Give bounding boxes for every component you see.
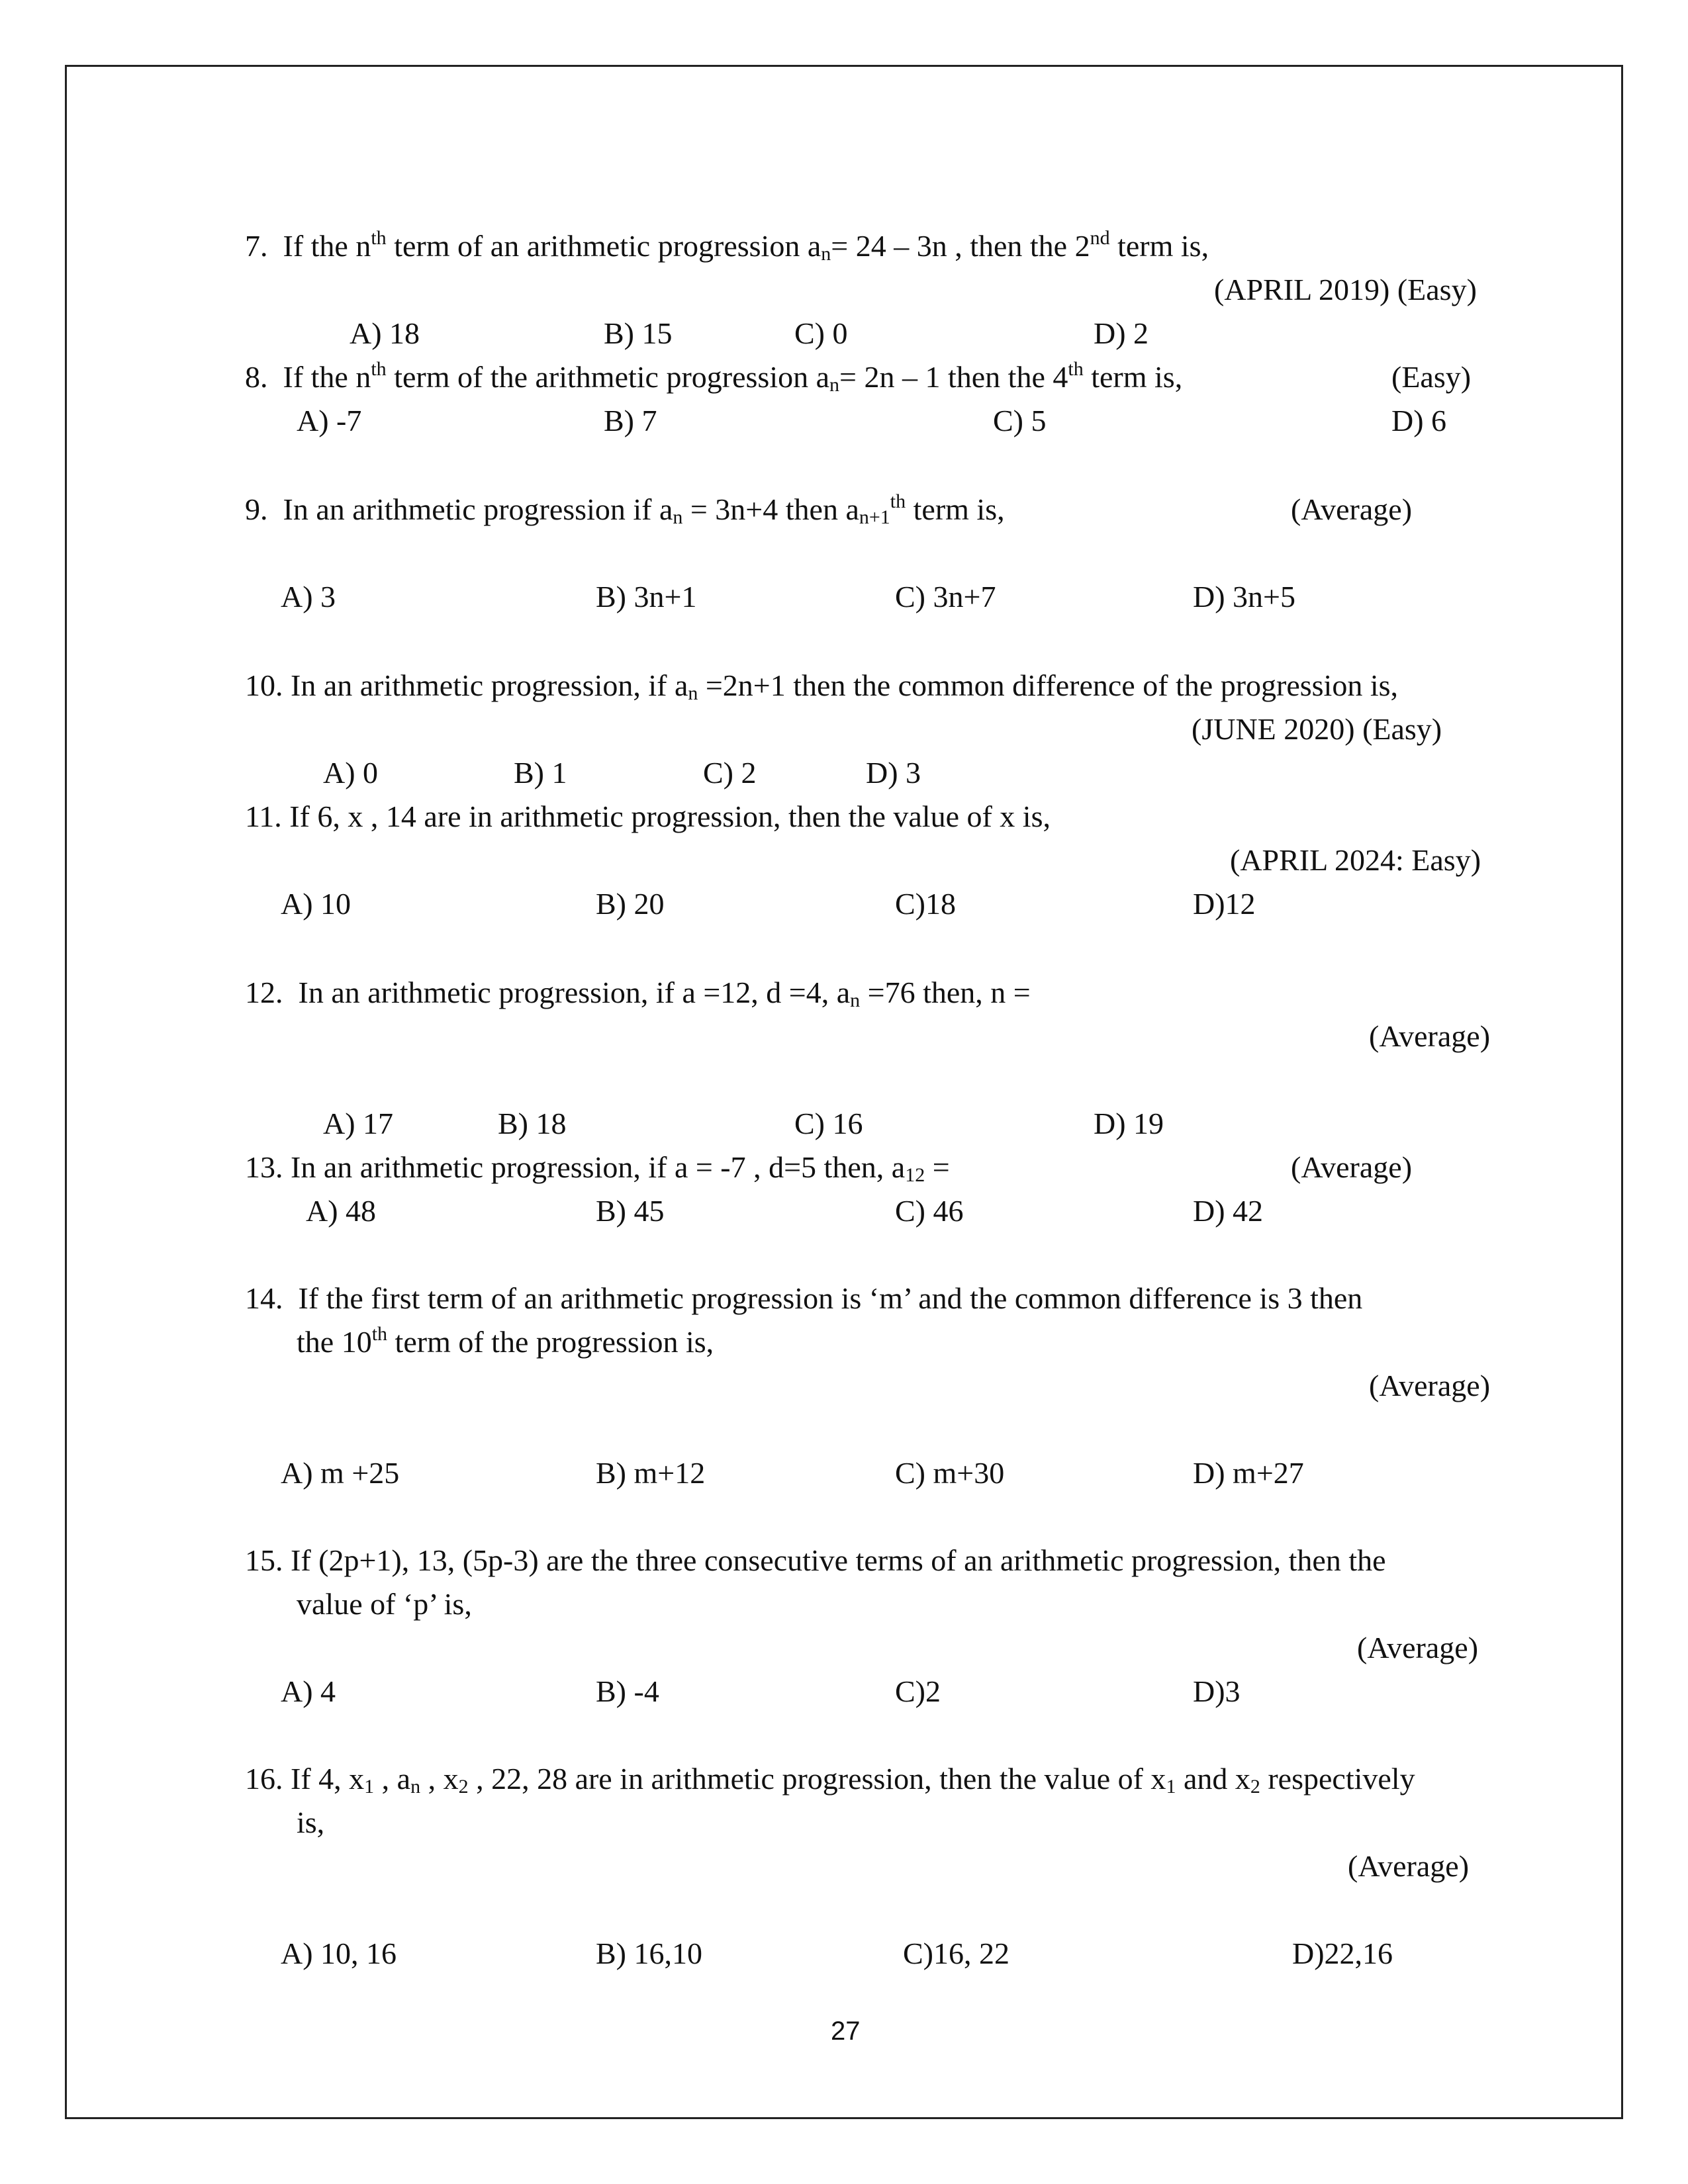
question-13-option-a: A) 48 <box>306 1194 377 1228</box>
question-16-stem: 16. If 4, $x_1$ , $a_n$ , $x_2$ , 22, 28 are in arithmetic progression, then the value of $x_1$ and $x_2$ respectively <box>245 1762 1415 1797</box>
question-14-option-d: D) m+27 <box>1193 1456 1304 1490</box>
question-12-tag: (Average) <box>1369 1019 1491 1053</box>
question-9-option-d: D) 3n+5 <box>1193 580 1295 614</box>
question-number: 10. <box>245 668 283 702</box>
question-15-stem: 15. If (2p+1), 13, (5p-3) are the three consecutive terms of an arithmetic progression, then the <box>245 1543 1386 1577</box>
question-8-tag: (Easy) <box>1391 360 1472 394</box>
question-12-stem: 12. In an arithmetic progression, if a =12, d =4, $a_n =76$ then, n = <box>245 976 1031 1011</box>
question-14-tag: (Average) <box>1369 1369 1491 1402</box>
question-16-option-d: D)22,16 <box>1292 1936 1393 1970</box>
question-14-option-c: C) m+30 <box>895 1456 1005 1490</box>
question-7-stem: 7. If the $n^{th}$ term of an arithmetic progression $a_n= 24 - 3n$ , then the 2nd term is, <box>245 227 1209 265</box>
question-9-tag: (Average) <box>1291 492 1413 526</box>
question-10-option-d: D) 3 <box>866 756 921 790</box>
question-13-option-d: D) 42 <box>1193 1194 1264 1228</box>
question-7-option-b: B) 15 <box>604 316 673 350</box>
question-15-stem-line2: value of ‘p’ is, <box>297 1587 472 1621</box>
question-11-option-a: A) 10 <box>281 887 352 921</box>
question-11-tag: (APRIL 2024: Easy) <box>1230 843 1481 877</box>
question-7-tag: (APRIL 2019) (Easy) <box>1214 273 1477 306</box>
question-number: 8. <box>245 360 268 394</box>
question-16-tag: (Average) <box>1348 1849 1470 1883</box>
question-16-option-a: A) 10, 16 <box>281 1936 397 1970</box>
question-11-option-d: D)12 <box>1193 887 1256 921</box>
question-8-stem: 8. If the $n^{th}$ term of the arithmetic progression $a_n= 2n - 1$ then the 4th term is, <box>245 358 1183 396</box>
question-10-option-a: A) 0 <box>323 756 379 790</box>
question-number: 9. <box>245 492 268 526</box>
question-number: 7. <box>245 229 268 263</box>
question-12-option-c: C) 16 <box>794 1107 863 1140</box>
question-7-option-a: A) 18 <box>350 316 420 350</box>
question-9-option-c: C) 3n+7 <box>895 580 996 614</box>
question-13-option-b: B) 45 <box>596 1194 665 1228</box>
question-9-stem: 9. In an arithmetic progression if $a_n = 3n+4$ then $a_{n+1}^{th}$ term is, <box>245 490 1005 528</box>
question-14-option-a: A) m +25 <box>281 1456 400 1490</box>
question-8-option-a: A) -7 <box>297 404 362 437</box>
question-15-option-b: B) -4 <box>596 1674 659 1708</box>
question-13-option-c: C) 46 <box>895 1194 964 1228</box>
question-7-option-c: C) 0 <box>794 316 848 350</box>
question-15-option-c: C)2 <box>895 1674 941 1708</box>
question-9-option-b: B) 3n+1 <box>596 580 697 614</box>
question-15-option-d: D)3 <box>1193 1674 1241 1708</box>
question-number: 16. <box>245 1762 283 1796</box>
question-7-option-d: D) 2 <box>1094 316 1149 350</box>
question-number: 13. <box>245 1150 283 1184</box>
question-11-option-c: C)18 <box>895 887 956 921</box>
question-number: 14. <box>245 1281 283 1315</box>
question-15-tag: (Average) <box>1357 1631 1479 1664</box>
question-14-stem-line2: the 10th term of the progression is, <box>297 1323 714 1359</box>
question-12-option-d: D) 19 <box>1094 1107 1164 1140</box>
question-13-stem: 13. In an arithmetic progression, if a = -7 , d=5 then, $a_{12}$ = <box>245 1150 950 1186</box>
question-16-stem-line2: is, <box>297 1805 325 1839</box>
question-14-stem: 14. If the first term of an arithmetic progression is ‘m’ and the common difference is 3 then <box>245 1281 1363 1315</box>
question-8-option-b: B) 7 <box>604 404 657 437</box>
question-14-option-b: B) m+12 <box>596 1456 706 1490</box>
question-16-option-c: C)16, 22 <box>903 1936 1009 1970</box>
question-10-stem: 10. In an arithmetic progression, if $a_n =2n+1$ then the common difference of the progression is, <box>245 668 1399 704</box>
question-12-option-b: B) 18 <box>498 1107 567 1140</box>
question-number: 11. <box>245 799 282 833</box>
question-number: 12. <box>245 976 283 1009</box>
question-8-option-c: C) 5 <box>993 404 1047 437</box>
question-12-option-a: A) 17 <box>323 1107 394 1140</box>
question-10-option-c: C) 2 <box>703 756 757 790</box>
question-16-option-b: B) 16,10 <box>596 1936 702 1970</box>
question-11-option-b: B) 20 <box>596 887 665 921</box>
question-13-tag: (Average) <box>1291 1150 1413 1184</box>
question-10-tag: (JUNE 2020) (Easy) <box>1192 712 1442 746</box>
question-8-option-d: D) 6 <box>1391 404 1447 437</box>
page-number: 27 <box>831 2017 861 2046</box>
question-number: 15. <box>245 1543 283 1577</box>
question-9-option-a: A) 3 <box>281 580 336 614</box>
question-11-stem: 11. If 6, x , 14 are in arithmetic progression, then the value of x is, <box>245 799 1051 833</box>
question-10-option-b: B) 1 <box>514 756 567 790</box>
question-15-option-a: A) 4 <box>281 1674 336 1708</box>
